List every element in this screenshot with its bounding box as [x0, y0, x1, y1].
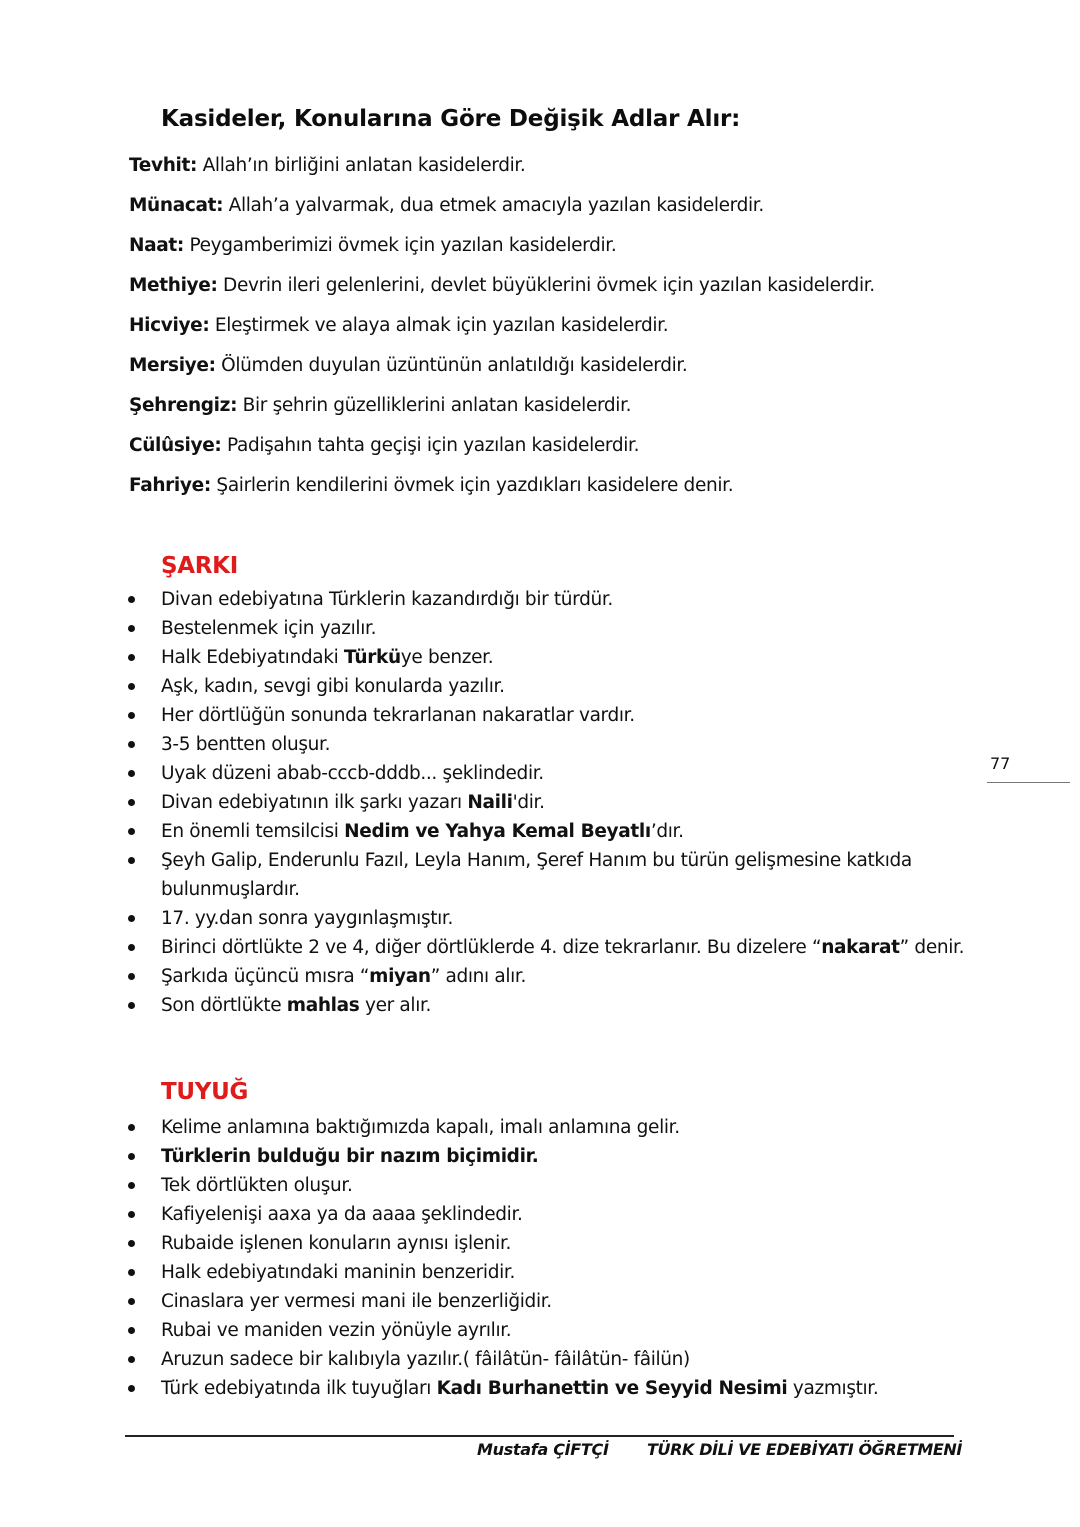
- term: Cülûsiye:: [129, 435, 222, 456]
- bold-text: Nedim ve Yahya Kemal Beyatlı: [344, 821, 651, 842]
- list-item: [125, 817, 975, 846]
- tuyug-bullet-list: [125, 1113, 975, 1403]
- definition: Peygamberimizi övmek için yazılan kasidelerdir.: [183, 235, 617, 256]
- text: yazmıştır.: [787, 1378, 879, 1399]
- bold-text: miyan: [369, 966, 431, 987]
- bold-text: Türklerin bulduğu bir nazım biçimidir.: [161, 1146, 539, 1167]
- term: Fahriye:: [129, 475, 211, 496]
- list-item: [125, 701, 975, 730]
- definition: Bir şehrin güzelliklerini anlatan kasidelerdir.: [237, 395, 632, 416]
- list-item: [125, 1229, 975, 1258]
- text: Her dörtlüğün sonunda tekrarlanan nakaratlar vardır.: [161, 705, 635, 726]
- definition: Devrin ileri gelenlerini, devlet büyüklerini övmek için yazılan kasidelerdir.: [217, 275, 875, 296]
- term: Hicviye:: [129, 315, 210, 336]
- list-item: [125, 730, 975, 759]
- text: yer alır.: [359, 995, 432, 1016]
- bullet-icon: [128, 1240, 135, 1247]
- text: Cinaslara yer vermesi mani ile benzerliğidir.: [161, 1291, 552, 1312]
- term: Mersiye:: [129, 355, 216, 376]
- list-item: [125, 1287, 975, 1316]
- kaside-type-culusiye: [129, 432, 989, 472]
- kaside-type-fahriye: [129, 472, 989, 512]
- kaside-type-sehrengiz: [129, 392, 989, 432]
- kaside-type-munacat: [129, 192, 989, 232]
- kaside-type-mersiye: [129, 352, 989, 392]
- term: Naat:: [129, 235, 184, 256]
- bullet-icon: [128, 654, 135, 661]
- bullet-icon: [128, 915, 135, 922]
- list-item: [125, 1316, 975, 1345]
- list-item: [125, 1258, 975, 1287]
- text: Aşk, kadın, sevgi gibi konularda yazılır.: [161, 676, 505, 697]
- list-item: [125, 643, 975, 672]
- list-item: [125, 788, 975, 817]
- text: Aruzun sadece bir kalıbıyla yazılır.( fâilâtün- fâilâtün- fâilün): [161, 1349, 690, 1370]
- bullet-icon: [128, 683, 135, 690]
- bullet-icon: [128, 596, 135, 603]
- bullet-icon: [128, 625, 135, 632]
- kaside-types-heading: Kasideler, Konularına Göre Değişik Adlar Alır:: [161, 106, 741, 132]
- bullet-icon: [128, 1356, 135, 1363]
- bold-text: Kadı Burhanettin ve Seyyid Nesimi: [436, 1378, 788, 1399]
- text: ’dır.: [650, 821, 684, 842]
- text: Kafiyelenişi aaxa ya da aaaa şeklindedir.: [161, 1204, 523, 1225]
- bold-text: mahlas: [286, 995, 360, 1016]
- text: En önemli temsilcisi: [161, 821, 345, 842]
- text: 17. yy.dan sonra yaygınlaşmıştır.: [161, 908, 454, 929]
- bullet-icon: [128, 799, 135, 806]
- footer-role: TÜRK DİLİ VE EDEBİYATI ÖĞRETMENİ: [647, 1440, 962, 1459]
- kaside-type-tevhit: [129, 152, 989, 192]
- bullet-icon: [128, 1124, 135, 1131]
- kaside-type-methiye: [129, 272, 989, 312]
- list-item: [125, 759, 975, 788]
- text: Tek dörtlükten oluşur.: [161, 1175, 353, 1196]
- page-number: 77: [990, 754, 1011, 773]
- list-item: [125, 904, 975, 933]
- list-item: [125, 1345, 975, 1374]
- bullet-icon: [128, 770, 135, 777]
- bullet-icon: [128, 712, 135, 719]
- definition: Şairlerin kendilerini övmek için yazdıkları kasidelere denir.: [210, 475, 734, 496]
- text: 'dir.: [512, 792, 545, 813]
- sarki-section-title: ŞARKI: [161, 553, 238, 579]
- bullet-icon: [128, 1327, 135, 1334]
- list-item: [125, 846, 975, 904]
- bold-text: Türkü: [343, 647, 401, 668]
- list-item: [125, 962, 975, 991]
- bullet-icon: [128, 1298, 135, 1305]
- bullet-icon: [128, 1153, 135, 1160]
- text: Rubaide işlenen konuların aynısı işlenir.: [161, 1233, 512, 1254]
- list-item: [125, 614, 975, 643]
- term: Münacat:: [129, 195, 224, 216]
- text: 3-5 bentten oluşur.: [161, 734, 331, 755]
- definition: Allah’a yalvarmak, dua etmek amacıyla yazılan kasidelerdir.: [223, 195, 764, 216]
- term: Şehrengiz:: [129, 395, 238, 416]
- list-item: [125, 585, 975, 614]
- kaside-type-hicviye: [129, 312, 989, 352]
- list-item: [125, 991, 975, 1020]
- text: Uyak düzeni abab-cccb-dddb... şeklindedir.: [161, 763, 544, 784]
- term: Methiye:: [129, 275, 218, 296]
- bullet-icon: [128, 1385, 135, 1392]
- text: Birinci dörtlükte 2 ve 4, diğer dörtlüklerde 4. dize tekrarlanır. Bu dizelere “: [161, 937, 822, 958]
- bullet-icon: [128, 1002, 135, 1009]
- text: Şeyh Galip, Enderunlu Fazıl, Leyla Hanım, Şeref Hanım bu türün gelişmesine katkıda bulunmuşlardır.: [161, 850, 912, 900]
- text: Kelime anlamına baktığımızda kapalı, imalı anlamına gelir.: [161, 1117, 680, 1138]
- footer-author: Mustafa ÇİFTÇİ: [477, 1440, 609, 1459]
- bullet-icon: [128, 944, 135, 951]
- bullet-icon: [128, 741, 135, 748]
- page-number-divider: [987, 782, 1070, 783]
- list-item: [125, 933, 975, 962]
- bullet-icon: [128, 1182, 135, 1189]
- definition: Ölümden duyulan üzüntünün anlatıldığı kasidelerdir.: [215, 355, 688, 376]
- bullet-icon: [128, 857, 135, 864]
- bullet-icon: [128, 973, 135, 980]
- text: Son dörtlükte: [161, 995, 287, 1016]
- sarki-bullet-list: [125, 585, 975, 1020]
- text: ” denir.: [899, 937, 965, 958]
- bullet-icon: [128, 1211, 135, 1218]
- bold-text: nakarat: [821, 937, 900, 958]
- kaside-types-list: [129, 152, 989, 512]
- definition: Eleştirmek ve alaya almak için yazılan kasidelerdir.: [209, 315, 669, 336]
- text: Şarkıda üçüncü mısra “: [161, 966, 370, 987]
- list-item: [125, 1113, 975, 1142]
- definition: Padişahın tahta geçişi için yazılan kasidelerdir.: [221, 435, 640, 456]
- tuyug-section-title: TUYUĞ: [161, 1079, 249, 1105]
- text: Halk edebiyatındaki maninin benzeridir.: [161, 1262, 515, 1283]
- bullet-icon: [128, 1269, 135, 1276]
- text: Divan edebiyatına Türklerin kazandırdığı bir türdür.: [161, 589, 613, 610]
- bold-text: Naili: [467, 792, 513, 813]
- footer-divider: [125, 1435, 954, 1437]
- kaside-type-naat: [129, 232, 989, 272]
- text: Bestelenmek için yazılır.: [161, 618, 377, 639]
- text: Türk edebiyatında ilk tuyuğları: [161, 1378, 437, 1399]
- list-item: [125, 1374, 975, 1403]
- term: Tevhit:: [129, 155, 198, 176]
- text: Halk Edebiyatındaki: [161, 647, 344, 668]
- text: Rubai ve maniden vezin yönüyle ayrılır.: [161, 1320, 512, 1341]
- text: Divan edebiyatının ilk şarkı yazarı: [161, 792, 468, 813]
- bullet-icon: [128, 828, 135, 835]
- list-item: [125, 1142, 975, 1171]
- list-item: [125, 672, 975, 701]
- definition: Allah’ın birliğini anlatan kasidelerdir.: [197, 155, 526, 176]
- text: ye benzer.: [400, 647, 494, 668]
- text: ” adını alır.: [430, 966, 527, 987]
- list-item: [125, 1200, 975, 1229]
- list-item: [125, 1171, 975, 1200]
